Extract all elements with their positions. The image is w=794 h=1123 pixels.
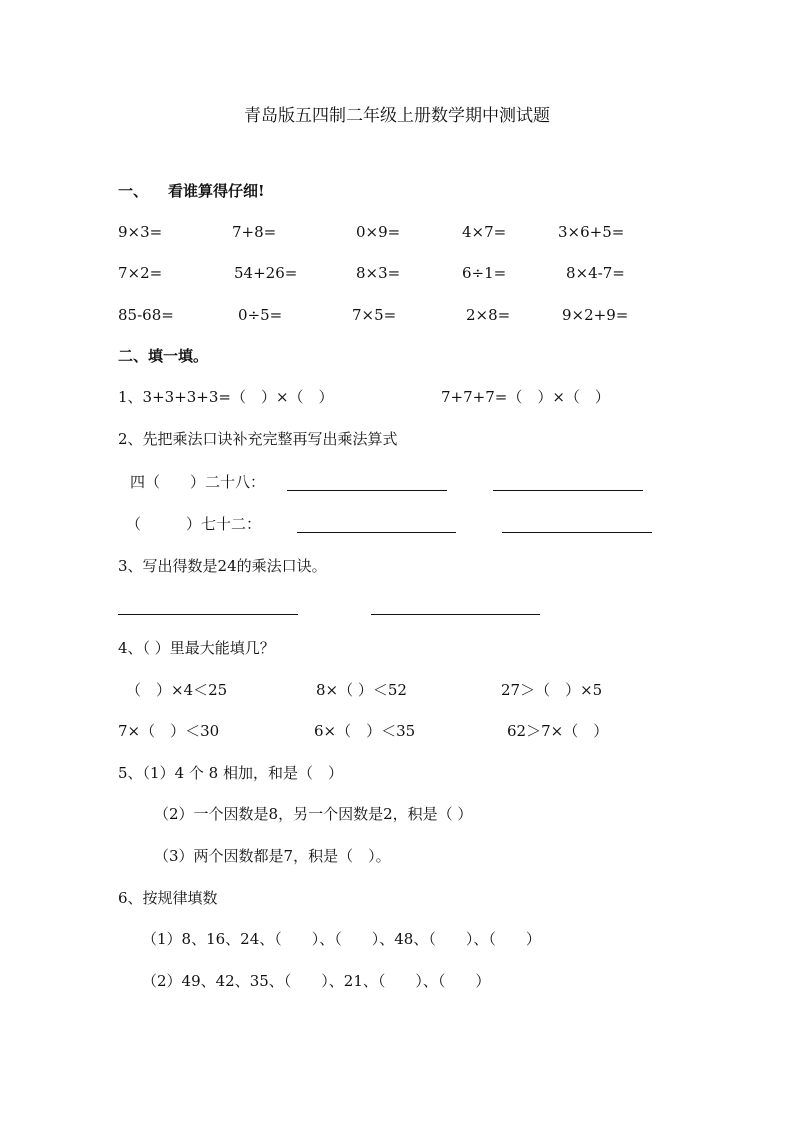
q6-part2: （2）49、42、35、（ ）、21、（ ）、（ ） xyxy=(142,972,491,990)
q6-part1: （1）8、16、24、（ ）、（ ）、48、（ ）、（ ） xyxy=(142,930,541,948)
compare-item: 8×（ ）＜52 xyxy=(316,681,407,699)
calc-item: 9×2+9= xyxy=(562,306,629,324)
q5-part2: （2）一个因数是8，另一个因数是2，积是（ ） xyxy=(154,805,473,823)
calc-item: 3×6+5= xyxy=(558,223,625,241)
calc-item: 0×9= xyxy=(356,223,401,241)
q2-row1-label: 四（ ）二十八： xyxy=(130,473,266,491)
calc-item: 9×3= xyxy=(118,223,163,241)
calc-item: 4×7= xyxy=(462,223,507,241)
q5-part1: 5、（1）4 个 8 相加，和是（ ） xyxy=(118,764,343,782)
q3-text: 3、写出得数是24的乘法口诀。 xyxy=(118,557,327,575)
q4-text: 4、（ ）里最大能填几？ xyxy=(118,639,275,657)
compare-item: 7×（ ）＜30 xyxy=(118,722,220,740)
section1-heading: 看谁算得仔细! xyxy=(168,182,265,200)
calc-item: 6÷1= xyxy=(462,264,507,282)
answer-line[interactable] xyxy=(493,490,643,491)
compare-item: （ ）×4＜25 xyxy=(126,681,228,699)
answer-line[interactable] xyxy=(502,532,652,533)
answer-line[interactable] xyxy=(371,614,540,615)
compare-item: 6×（ ）＜35 xyxy=(314,722,416,740)
calc-item: 8×3= xyxy=(356,264,401,282)
q2-text: 2、先把乘法口诀补充完整再写出乘法算式 xyxy=(118,430,398,448)
calc-item: 2×8= xyxy=(466,306,511,324)
q6-text: 6、按规律填数 xyxy=(118,889,218,907)
q5-part3: （3）两个因数都是7，积是（ ）。 xyxy=(154,847,391,865)
q1-left: 1、3+3+3+3=（ ）×（ ） xyxy=(118,388,334,406)
compare-item: 62＞7×（ ） xyxy=(507,722,609,740)
section1-number: 一、 xyxy=(118,182,149,200)
calc-item: 8×4-7= xyxy=(566,264,625,282)
page-title: 青岛版五四制二年级上册数学期中测试题 xyxy=(244,106,550,126)
calc-item: 7×2= xyxy=(118,264,163,282)
compare-item: 27＞（ ）×5 xyxy=(501,681,603,699)
q2-row2-label: （ ）七十二： xyxy=(126,515,262,533)
calc-item: 7+8= xyxy=(232,223,277,241)
q1-right: 7+7+7=（ ）×（ ） xyxy=(441,388,610,406)
calc-item: 54+26= xyxy=(234,264,298,282)
answer-line[interactable] xyxy=(287,490,447,491)
section2-heading: 二、填一填。 xyxy=(118,347,209,365)
calc-item: 85-68= xyxy=(118,306,174,324)
answer-line[interactable] xyxy=(118,614,298,615)
calc-item: 0÷5= xyxy=(238,306,283,324)
calc-item: 7×5= xyxy=(352,306,397,324)
answer-line[interactable] xyxy=(297,532,456,533)
